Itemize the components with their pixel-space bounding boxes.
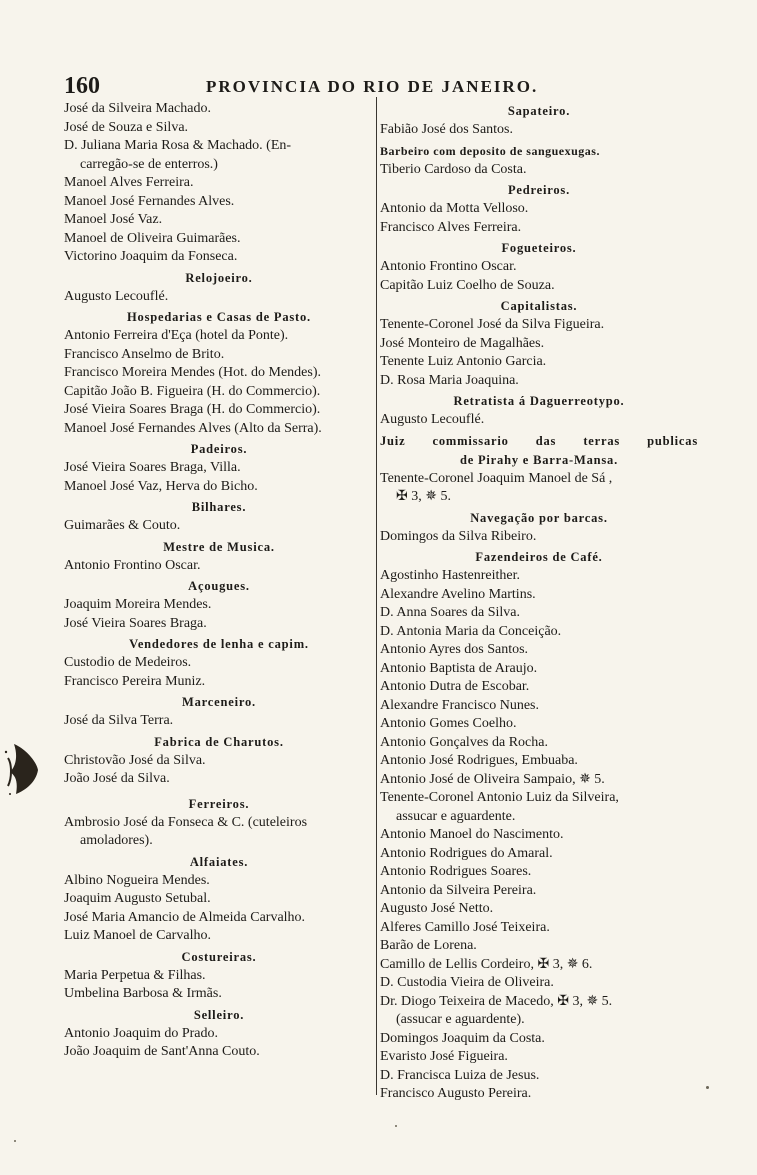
list-item: Manoel Alves Ferreira.	[64, 175, 194, 190]
list-item: José Vieira Soares Braga (H. do Commercio).	[64, 402, 321, 417]
list-item: José Vieira Soares Braga.	[64, 615, 207, 631]
section-heading-sapateiro: Sapateiro.	[507, 104, 571, 118]
list-item: Antonio Rodrigues do Amaral.	[380, 845, 553, 861]
section-heading-costureiras: Costureiras.	[181, 949, 257, 964]
list-item: Joaquim Augusto Setubal.	[64, 891, 211, 906]
list-item: Manoel José Vaz, Herva do Bicho.	[64, 478, 258, 494]
section-heading-barbeiro: Barbeiro com deposito de sanguexugas.	[380, 143, 600, 158]
list-item: Antonio da Silveira Pereira.	[380, 882, 537, 898]
list-item: D. Francisca Luiza de Jesus.	[380, 1067, 540, 1083]
list-item: Umbelina Barbosa & Irmãs.	[64, 986, 222, 1001]
list-item: Capitão Luiz Coelho de Souza.	[380, 277, 555, 293]
list-item: Antonio Dutra de Escobar.	[380, 679, 530, 694]
list-item: Fabião José dos Santos.	[380, 122, 513, 137]
paper-speck	[395, 1125, 397, 1127]
list-item: Manoel José Vaz.	[64, 212, 163, 227]
section-heading-marceneiro: Marceneiro.	[182, 695, 256, 709]
section-heading-charutos: Fabrica de Charutos.	[154, 734, 284, 749]
section-heading-juiz-line2: de Pirahy e Barra-Mansa.	[459, 452, 619, 467]
section-heading-relojoeiro: Relojoeiro.	[185, 270, 253, 285]
list-item: Tenente-Coronel José da Silva Figueira.	[380, 317, 605, 332]
list-item: Antonio Gonçalves da Rocha.	[380, 734, 548, 750]
list-item: Francisco Pereira Muniz.	[64, 673, 206, 689]
section-heading-capitalistas: Capitalistas.	[500, 299, 578, 313]
list-item: Luiz Manoel de Carvalho.	[64, 928, 211, 943]
section-heading-retratista: Retratista á Daguerreotypo.	[453, 394, 625, 408]
list-item: Antonio Rodrigues Soares.	[380, 864, 532, 879]
section-heading-acougues: Açougues.	[188, 579, 250, 593]
list-item-continuation: amoladores).	[80, 833, 153, 848]
list-item: José da Silva Terra.	[64, 713, 174, 728]
list-item: Alexandre Avelino Martins.	[380, 586, 536, 602]
section-heading-navegacao: Navegação por barcas.	[470, 510, 608, 525]
list-item: José Monteiro de Magalhães.	[380, 335, 545, 351]
list-item: Francisco Augusto Pereira.	[380, 1086, 532, 1101]
list-item: Antonio Frontino Oscar.	[64, 557, 201, 573]
page-header	[64, 73, 696, 101]
list-item: José Maria Amancio de Almeida Carvalho.	[64, 909, 306, 925]
list-item: João José da Silva.	[64, 771, 170, 786]
list-item: Christovão José da Silva.	[64, 752, 206, 768]
page-number: 160	[64, 73, 100, 99]
section-heading-pedreiros: Pedreiros.	[507, 183, 571, 197]
section-heading-alfaiates: Alfaiates.	[189, 854, 249, 869]
section-heading-fogueteiros: Fogueteiros.	[501, 241, 577, 255]
column-divider	[376, 97, 377, 1095]
list-item: Camillo de Lellis Cordeiro, ✠ 3, ✵ 6.	[380, 956, 593, 972]
list-item: Antonio Joaquim do Prado.	[64, 1025, 218, 1041]
list-item: Alferes Camillo José Teixeira.	[380, 919, 550, 935]
right-column	[380, 100, 698, 1104]
list-item-continuation: assucar e aguardente.	[396, 808, 516, 824]
paper-speck	[706, 1086, 709, 1089]
list-item: Domingos Joaquim da Costa.	[380, 1030, 545, 1046]
list-item-continuation: (assucar e aguardente).	[396, 1012, 525, 1027]
list-item: Tiberio Cardoso da Costa.	[380, 161, 527, 177]
left-column	[64, 100, 374, 1062]
list-item: Antonio Frontino Oscar.	[380, 259, 517, 274]
list-item: D. Juliana Maria Rosa & Machado. (En-	[64, 138, 292, 153]
list-item: D. Antonia Maria da Conceição.	[380, 623, 562, 639]
section-heading-padeiros: Padeiros.	[190, 442, 248, 456]
list-item: D. Rosa Maria Joaquina.	[380, 372, 519, 388]
list-item: Francisco Alves Ferreira.	[380, 219, 522, 235]
list-item: Antonio Gomes Coelho.	[380, 716, 517, 731]
list-item: Evaristo José Figueira.	[380, 1049, 508, 1064]
list-item: Capitão João B. Figueira (H. do Commercio).	[64, 383, 321, 399]
list-item: Antonio Manoel do Nascimento.	[380, 827, 564, 842]
list-item: Manoel de Oliveira Guimarães.	[64, 230, 241, 246]
list-item: Joaquim Moreira Mendes.	[64, 597, 212, 612]
list-item: Antonio da Motta Velloso.	[380, 201, 529, 216]
list-item: Dr. Diogo Teixeira de Macedo, ✠ 3, ✵ 5.	[380, 993, 613, 1009]
margin-ink-blot	[2, 738, 42, 798]
list-item: Maria Perpetua & Filhas.	[64, 967, 206, 983]
list-item: Manoel José Fernandes Alves (Alto da Serra).	[64, 420, 322, 436]
list-item: Augusto Lecouflé.	[380, 412, 485, 427]
list-item: Barão de Lorena.	[380, 938, 477, 953]
list-item: Manoel José Fernandes Alves.	[64, 193, 235, 209]
list-item: Victorino Joaquim da Fonseca.	[64, 249, 238, 264]
section-heading-musica: Mestre de Musica.	[163, 539, 275, 554]
list-item: D. Anna Soares da Silva.	[380, 605, 520, 620]
list-item: Antonio Ferreira d'Eça (hotel da Ponte).	[64, 328, 289, 343]
list-item: Antonio José Rodrigues, Embuaba.	[380, 753, 578, 768]
list-item: Guimarães & Couto.	[64, 518, 181, 533]
list-item: José de Souza e Silva.	[64, 119, 189, 135]
section-heading-ferreiros: Ferreiros.	[188, 796, 250, 811]
list-item: Tenente Luiz Antonio Garcia.	[380, 354, 547, 369]
running-title: PROVINCIA DO RIO DE JANEIRO.	[206, 77, 539, 96]
list-item: Augusto Lecouflé.	[64, 288, 169, 304]
list-item: Alexandre Francisco Nunes.	[380, 697, 540, 713]
list-item: Antonio Ayres dos Santos.	[380, 642, 529, 657]
list-item: Tenente-Coronel Antonio Luiz da Silveira,	[380, 790, 619, 805]
section-heading-selleiro: Selleiro.	[193, 1007, 245, 1022]
section-heading-juiz-line1: Juiz commissario das terras publicas	[380, 433, 698, 448]
list-item: Augusto José Netto.	[380, 901, 494, 916]
list-item: Domingos da Silva Ribeiro.	[380, 528, 537, 544]
list-item: Agostinho Hastenreither.	[380, 568, 520, 583]
section-heading-bilhares: Bilhares.	[191, 500, 247, 514]
list-item: Antonio José de Oliveira Sampaio, ✵ 5.	[380, 771, 605, 787]
list-item: Tenente-Coronel Joaquim Manoel de Sá ,	[380, 470, 613, 486]
list-item: José da Silveira Machado.	[64, 101, 211, 116]
list-item: João Joaquim de Sant'Anna Couto.	[64, 1044, 260, 1059]
paper-speck	[14, 1140, 16, 1142]
list-item: Custodio de Medeiros.	[64, 655, 192, 670]
list-item-continuation: ✠ 3, ✵ 5.	[396, 489, 451, 504]
section-heading-fazendeiros: Fazendeiros de Café.	[475, 550, 603, 564]
list-item: Francisco Anselmo de Brito.	[64, 346, 225, 362]
list-item: Albino Nogueira Mendes.	[64, 872, 210, 888]
list-item: Antonio Baptista de Araujo.	[380, 660, 538, 676]
list-item: José Vieira Soares Braga, Villa.	[64, 460, 241, 475]
list-item: Ambrosio José da Fonseca & C. (cuteleiros	[64, 814, 308, 830]
list-item: D. Custodia Vieira de Oliveira.	[380, 975, 554, 990]
section-heading-hospedarias: Hospedarias e Casas de Pasto.	[127, 310, 311, 324]
list-item: Francisco Moreira Mendes (Hot. do Mendes).	[64, 365, 321, 380]
section-heading-vendedores: Vendedores de lenha e capim.	[129, 637, 309, 651]
list-item-continuation: carregão-se de enterros.)	[80, 156, 218, 172]
